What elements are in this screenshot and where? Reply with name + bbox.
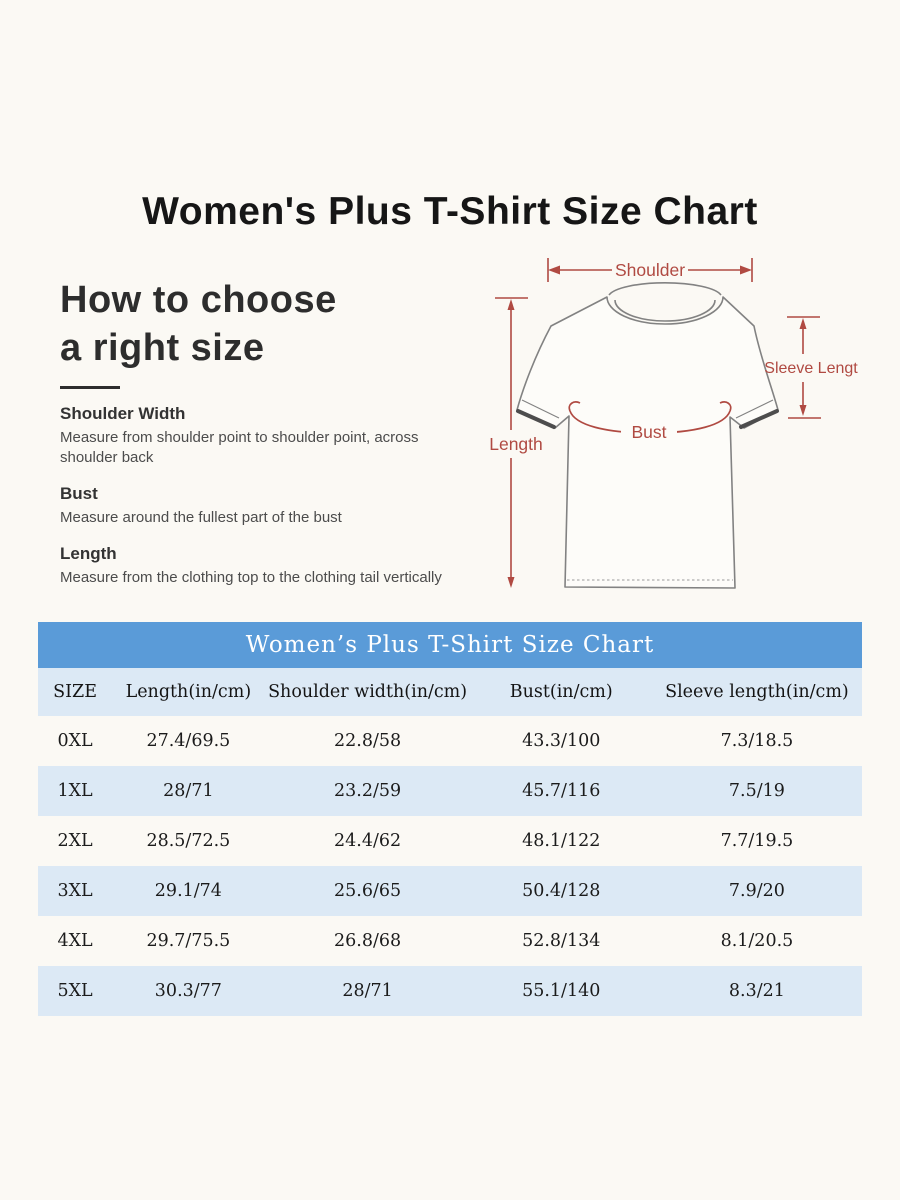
cell-bust: 43.3/100 — [522, 731, 601, 751]
collar-back-line — [609, 283, 721, 295]
cell-size: 3XL — [57, 881, 93, 901]
table-row-3xl — [38, 866, 862, 916]
cell-sleeve: 8.1/20.5 — [720, 931, 794, 951]
tshirt-measurement-diagram — [475, 250, 875, 610]
guide-term-shoulder-width: Shoulder Width — [60, 403, 186, 423]
table-row-5xl — [38, 966, 862, 1016]
cell-size: 4XL — [57, 931, 93, 951]
table-title: Women’s Plus T-Shirt Size Chart — [245, 632, 655, 658]
cell-length: 29.7/75.5 — [146, 931, 231, 951]
cell-bust: 52.8/134 — [522, 931, 601, 951]
cell-length: 27.4/69.5 — [146, 731, 231, 751]
tshirt-body — [517, 297, 778, 588]
cell-sleeve: 7.9/20 — [728, 881, 785, 901]
cell-shoulder: 24.4/62 — [334, 831, 402, 851]
size-table — [38, 668, 862, 1016]
cell-sleeve: 7.7/19.5 — [720, 831, 794, 851]
guide-item-shoulder-width — [60, 404, 472, 469]
cell-shoulder: 23.2/59 — [334, 781, 402, 801]
cell-size: 0XL — [57, 731, 93, 751]
cell-bust: 55.1/140 — [522, 981, 601, 1001]
guide-term-length: Length — [60, 543, 117, 563]
guide-item-length — [60, 544, 472, 589]
table-title-bar — [38, 622, 862, 668]
guide-description-length: Measure from the clothing top to the clothing tail vertically — [60, 568, 442, 586]
cell-length: 28.5/72.5 — [146, 831, 231, 851]
guide-term-bust: Bust — [60, 483, 98, 503]
cell-length: 28/71 — [163, 781, 214, 801]
col-header-size: SIZE — [38, 668, 112, 716]
cell-sleeve: 7.5/19 — [728, 781, 785, 801]
length-label: Length — [489, 434, 543, 454]
table-row-4xl — [38, 916, 862, 966]
col-header-bust: Bust(in/cm) — [471, 668, 652, 716]
cell-length: 29.1/74 — [154, 881, 222, 901]
cell-sleeve: 8.3/21 — [728, 981, 785, 1001]
col-header-shoulder-width: Shoulder width(in/cm) — [265, 668, 471, 716]
cell-shoulder: 22.8/58 — [334, 731, 402, 751]
guide-description-shoulder-width: Measure from shoulder point to shoulder point, across shoulder back — [60, 428, 419, 467]
table-row-1xl — [38, 766, 862, 816]
table-row-0xl — [38, 716, 862, 766]
guide-heading-line1: How to choose — [60, 279, 337, 321]
cell-shoulder: 25.6/65 — [334, 881, 402, 901]
cell-length: 30.3/77 — [154, 981, 222, 1001]
sleeve-length-label: Sleeve Lengt — [764, 360, 858, 377]
cell-shoulder: 26.8/68 — [334, 931, 402, 951]
guide-item-bust — [60, 484, 472, 529]
how-to-choose-section — [60, 276, 472, 588]
guide-heading — [60, 276, 472, 373]
cell-sleeve: 7.3/18.5 — [720, 731, 794, 751]
size-chart-table-section — [38, 622, 862, 1016]
cell-bust: 45.7/116 — [522, 781, 601, 801]
cell-size: 5XL — [57, 981, 93, 1001]
cell-bust: 50.4/128 — [522, 881, 601, 901]
guide-description-bust: Measure around the fullest part of the bust — [60, 508, 342, 526]
cell-bust: 48.1/122 — [522, 831, 601, 851]
page-title: Women's Plus T-Shirt Size Chart — [142, 190, 758, 233]
guide-heading-line2: a right size — [60, 327, 265, 370]
col-header-length: Length(in/cm) — [112, 668, 264, 716]
cell-shoulder: 28/71 — [342, 981, 393, 1001]
cell-size: 2XL — [57, 831, 93, 851]
cell-size: 1XL — [57, 781, 93, 801]
col-header-sleeve-length: Sleeve length(in/cm) — [652, 668, 862, 716]
table-row-2xl — [38, 816, 862, 866]
shoulder-label: Shoulder — [614, 260, 686, 280]
heading-underline — [60, 386, 120, 389]
table-header-row — [38, 668, 862, 716]
bust-label: Bust — [631, 422, 667, 442]
